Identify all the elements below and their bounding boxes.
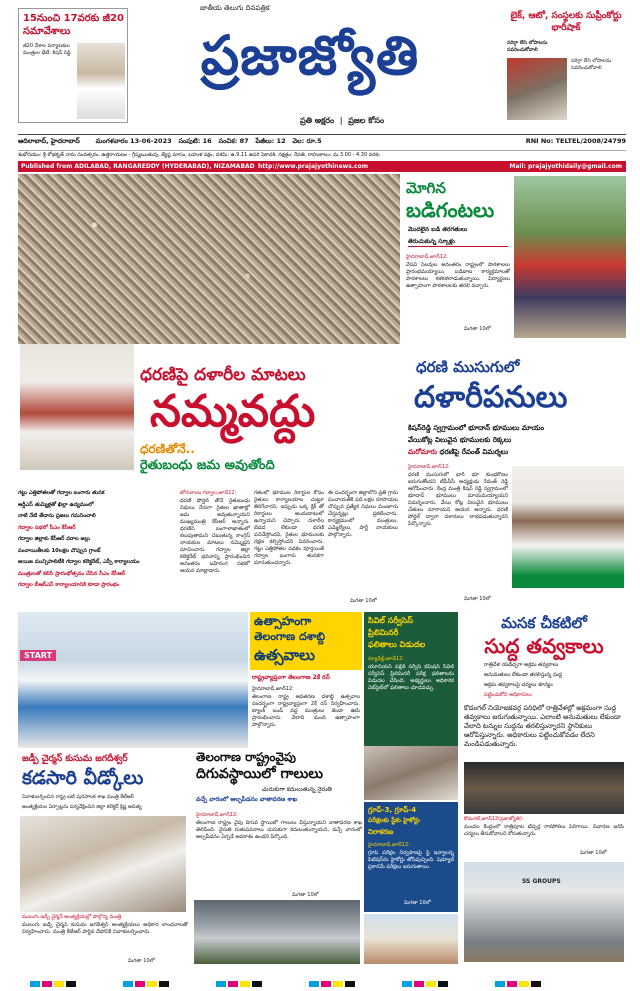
left-promo-body: జీ20 దేశాల పర్యాటకుల మంత్రుల భేటీ: కిషన్ రెడ్డి bbox=[23, 43, 71, 56]
price: వెల: రూ.5 bbox=[292, 137, 322, 145]
lead-byline: మిగతా 10లో bbox=[350, 598, 377, 604]
masaka-bullets bbox=[484, 660, 624, 700]
zp-bullet-1: నివాళులర్పించిన రాష్ట్ర ఐటి పురపాలక శాఖ మంత్రి కేటీఆర్ bbox=[22, 794, 134, 800]
group-title2: పరీక్షలకు స్టేకు హైకోర్టు bbox=[368, 817, 420, 824]
dharani-body: ధరణి ముసుగులో భారీ భూ కుంభకోణం జరుగుతోందని టీపీసీసీ అధ్యక్షుడు రేవంత్ రెడ్డి ఆరోపించారు. కేంద్ర మంత్రి కిషన్ రెడ్డి స్వగ్రామంలో భూదాన్ భూములు మాయమయ్యాయని విమర్శించారు. వేయి కోట్ల విలువైన భూములు చేతులు మారాయని ఆయన అన్నారు. ధరణి పోర్టల్ ద్వారా దళారులు లాభపడుతున్నారని పేర్కొన్నారు. bbox=[408, 472, 508, 527]
group-title1: గ్రూప్-3, గ్రూప్-4 bbox=[368, 806, 417, 814]
zp-body: ములుగు జడ్పీ చైర్మన్ కుసుమ జగదీశ్వర్ అంత్యక్రియలు అధికార లాంఛనాలతో నిర్వహించారు. మంత్రి కేటీఆర్ పార్థివ దేహానికి నివాళులర్పించారు. bbox=[22, 922, 188, 935]
lead-body-col3: ఈ సందర్భంగా జిల్లాలోని ప్రతి గ్రామ పంచాయతీకి పది లక్షల రూపాయల చొప్పున ప్రత్యేక నిధులు మంజూరు చేస్తున్నట్లు ప్రకటించారు. కార్యక్రమంలో మంత్రులు, ఎమ్మెల్యేలు, పార్టీ నాయకులు పాల్గొన్నారు. bbox=[328, 490, 398, 538]
truck-label: SS GROUPS bbox=[522, 878, 561, 885]
slogan-divider: | bbox=[336, 116, 346, 125]
lead-kicker: ధరణిపై దళారీల మాటలు bbox=[140, 365, 306, 385]
lead-bullet: గట్టు ఎత్తిపోతలతో గద్వాల బంగారు తునక bbox=[18, 490, 105, 496]
page-count: పేజీలు: 12 bbox=[255, 137, 286, 145]
exam-title2: ప్రిలిమినరీ bbox=[368, 628, 399, 637]
lead-bullet: గద్వాల జిల్లాకు కేసీఆర్‌ వరాల జల్లు bbox=[18, 536, 91, 542]
lead-bullet: నాటి నేటి తేడాను ప్రజలు గమనించాలి bbox=[18, 513, 96, 519]
group-title3: నిరాకరణ bbox=[368, 828, 394, 836]
zp-bullet-2: అంత్యక్రియల ఏర్పాట్లను పర్యవేక్షించిన జిల్లా కలెక్టర్ క్రిష్ణ ఆదిత్య bbox=[22, 804, 142, 810]
slogan-right: ప్రజల కోసం bbox=[348, 116, 385, 125]
masthead-title[interactable]: ప్రజాజ్యోతి bbox=[200, 23, 420, 87]
lead-bullet: గద్వాల సభలో సీఎం కేసీఆర్ bbox=[18, 524, 76, 531]
published-bar bbox=[18, 161, 626, 172]
group-dateline: హైదరాబాద్,జూన్12: bbox=[368, 842, 410, 848]
left-promo[interactable] bbox=[18, 8, 128, 123]
dharani-title-line2: దళారీపనులు bbox=[414, 380, 568, 415]
exam-title3: ఫలితాలు విడుదల bbox=[368, 640, 426, 649]
school-title-line1: మోగిన bbox=[406, 179, 446, 197]
zp-caption: ములుగు జడ్పీ చైర్మన్ అంత్యక్రియల్లో పాల్గొన్న మంత్రి bbox=[22, 914, 122, 920]
weather-title1: తెలంగాణ రాష్ట్రంవైపు bbox=[196, 750, 296, 764]
lead-bullets bbox=[18, 488, 178, 592]
start-banner: START bbox=[20, 650, 56, 661]
dharani-sub2: వేయికోట్ల విలువైన భూములకు రెక్కలు bbox=[408, 436, 512, 444]
school-story[interactable] bbox=[404, 174, 626, 342]
volume: సంపుటి: 16 bbox=[178, 137, 212, 145]
school-story-title bbox=[406, 178, 506, 222]
school-photo bbox=[514, 176, 626, 338]
masaka-bullet: అనుమతులు లేకుండా తరలిస్తున్న సుద్ద bbox=[484, 672, 563, 678]
dharani-sub3-b: ధరణిపై రేవంత్ విమర్శలు bbox=[439, 448, 509, 456]
tagline-top: జాతీయ తెలుగు దినపత్రిక bbox=[200, 4, 270, 12]
formation-body: తెలంగాణ రాష్ట్ర అవతరణ దశాబ్ది ఉత్సవాల సందర్భంగా రాష్ట్రవ్యాప్తంగా 2కే రన్ నిర్వహించారు. ట్యాంక్ బండ్ వద్ద మంత్రులు జెండా ఊపి ప్రారంభించారు. వేలాది మంది ఉత్సాహంగా పాల్గొన్నారు. bbox=[252, 694, 360, 728]
lead-crowd-photo bbox=[18, 174, 400, 344]
dharani-sub3 bbox=[408, 448, 626, 458]
truck-photo bbox=[464, 862, 624, 962]
highcourt-photo bbox=[364, 914, 458, 964]
lead-bullet: మంత్రులతో కలిసి ప్రారంభోత్సవం చేసిన సీఎం కేసీఆర్ bbox=[18, 570, 126, 577]
weather-sub1: చురుకుగా కదులుతున్న నైరుతి bbox=[262, 786, 332, 793]
masaka-dateline: కొడంగల్,జూన్12(ప్రజాజ్యోతి): bbox=[464, 816, 524, 822]
school-dateline: హైదరాబాద్,జూన్12: bbox=[406, 254, 448, 260]
masaka-title2: సుద్ద తవ్వకాలు bbox=[484, 634, 604, 658]
issue-number: సంచిక: 87 bbox=[218, 137, 249, 145]
print-color-bar bbox=[30, 972, 610, 980]
lead-bullet: గద్వాల బీఆర్‌ఎస్ కార్యాలయానికి కూడా ప్రారంభం bbox=[18, 582, 120, 588]
panchangam: శుభోదయం: శ్రీ శోభకృత్ నామ సంవత్సరం, ఉత్తరాయణం - గ్రీష్మఋతువు, జ్యేష్ఠ మాసం, బహుళ పక్షం, దశమి: ఉ.9.11 ఉపరి ఏకాదశి, నక్షత్రం: రేవతి, రాహుకాలం: మ.3.00 - 4.30 వరకు bbox=[18, 150, 626, 160]
mail-link[interactable]: Mail: prajajyothidaily@gmail.com bbox=[509, 163, 622, 170]
masaka-byline: మిగతా 10లో bbox=[580, 850, 607, 856]
lead-bullet: ఆర్డీఎస్‌ తుమ్మిళ్లతో ఖిల్లా ఉద్యమంలో bbox=[18, 501, 94, 508]
weather-dateline: హైదరాబాద్,జూన్12: bbox=[196, 812, 238, 818]
slogan-left: ప్రతి అక్షరం bbox=[300, 116, 335, 125]
lead-bullet: అయిజ మున్సిపాలిటీకి గద్వాల కలెక్టరేట్, ఎస్పీ కార్యాలయం bbox=[18, 559, 140, 565]
formation-dateline: హైదరాబాద్,జూన్12: bbox=[252, 686, 294, 692]
masaka-bullet: అక్రమ తవ్వకాలపై చర్యలు శూన్యం bbox=[484, 682, 553, 688]
dharani-story[interactable] bbox=[404, 344, 626, 606]
exam-title1: సివిల్ సర్వీసెస్ bbox=[368, 616, 414, 625]
published-from: Published from ADILABAD, RANGAREDDY (HYDERABAD), NIZAMABAD bbox=[21, 163, 255, 170]
masaka-title1: మసక చీకటిలో bbox=[501, 614, 587, 632]
lead-photo-kcr bbox=[20, 344, 134, 470]
school-body: వేసవి సెలవుల అనంతరం రాష్ట్రంలో పాఠశాలలు ప్రారంభమయ్యాయి. బడిబాట కార్యక్రమాలతో పాఠశాలలు కళకళలాడుతున్నాయి. విద్యార్థులు ఉత్సాహంగా పాఠశాలలకు తరలి వచ్చారు. bbox=[406, 262, 510, 289]
formation-title1: ఉత్సాహంగా bbox=[254, 614, 312, 628]
school-title-line2: బడిగంటలు bbox=[406, 198, 495, 222]
group-exam-story[interactable] bbox=[364, 802, 458, 912]
dharani-sub3-a: మరోమారు bbox=[408, 448, 438, 456]
lead-dateline: జోగులాంబ గద్వాల,జూన్12: bbox=[180, 490, 237, 496]
weather-byline: మిగతా 10లో bbox=[292, 892, 319, 898]
school-bullet-2: తెరుచుకున్న స్కూళ్లు bbox=[408, 238, 508, 247]
right-promo-text: సరిగ్గా లేని లోపాలను సవరించుకోవాలి bbox=[571, 58, 612, 71]
issue-date: మంగళవారం 13-06-2023 bbox=[95, 137, 172, 145]
dharani-photo bbox=[512, 466, 624, 588]
formation-photo bbox=[18, 612, 248, 748]
right-promo-body: సరిగ్గా లేని లోపాలను సవరించుకోవాలి bbox=[507, 40, 548, 53]
masaka-photo bbox=[464, 762, 624, 814]
right-promo[interactable] bbox=[505, 8, 627, 123]
slogan bbox=[300, 116, 384, 127]
masaka-bullet: రాత్రివేళ యథేచ్ఛగా అక్రమ తవ్వకాలు bbox=[484, 662, 559, 668]
school-bullet-1: మొదలైన బడి తరగతులు bbox=[408, 226, 468, 233]
masaka-bullet: పట్టించుకోని అధికారులు bbox=[484, 692, 532, 698]
weather-photo bbox=[194, 900, 360, 964]
zp-story[interactable] bbox=[18, 752, 188, 968]
exam-dateline: న్యూఢిల్లీ,జూన్12: bbox=[368, 656, 405, 662]
masaka-body2: మండల కేంద్రంలో రాత్రిపూట టిప్పర్ల రాకపోకలు పెరిగాయి. విచారణ జరిపి చర్యలు తీసుకోవాలని కోరుతున్నారు. bbox=[464, 824, 624, 837]
zp-photo bbox=[20, 816, 186, 912]
lead-subhead-orange: ధరణితోనే.. bbox=[140, 442, 195, 456]
formation-title2: తెలంగాణ దశాబ్ది bbox=[254, 630, 325, 643]
dateline-bar bbox=[18, 134, 626, 148]
right-promo-photo bbox=[507, 58, 567, 120]
formation-sub: రాష్ట్రవ్యాప్తంగా తెలంగాణ 2కే రన్ bbox=[252, 674, 330, 681]
lead-subhead-green: రైతుబంధు జమ అవుతోంది bbox=[140, 458, 275, 473]
dharani-title-line1: ధరణి ముసుగులో bbox=[416, 358, 520, 376]
weather-story[interactable] bbox=[192, 750, 362, 968]
formation-story[interactable] bbox=[250, 612, 362, 748]
group-byline: మిగతా 10లో bbox=[404, 900, 431, 906]
masaka-story[interactable] bbox=[460, 612, 626, 968]
masaka-body: కొడంగల్ నియోజకవర్గ పరిధిలో రాత్రివేళల్లో అక్రమంగా సుద్ద తవ్వకాలు జరుగుతున్నాయి. ఎలాంటి అనుమతులు లేకుండా వేలాది టన్నుల సుద్దను తరలిస్తున్నారని స్థానికులు ఆరోపిస్తున్నారు. అధికారులు పట్టించుకోవడం లేదని మండిపడుతున్నారు. bbox=[464, 704, 621, 748]
weather-body: తెలంగాణ రాష్ట్రం వైపు దిగువ స్థాయిలో గాలులు వీస్తున్నాయని వాతావరణ శాఖ తెలిపింది. నైరుతి రుతుపవనాలు చురుకుగా కదులుతున్నాయని, వచ్చే వారంలో అల్పపీడనం ఏర్పడే అవకాశం ఉందని పేర్కొంది. bbox=[196, 820, 362, 840]
lead-bullet: పంచాయితీలకు 10లక్షల చొప్పున గ్రాంట్ bbox=[18, 547, 101, 554]
zp-byline: మిగతా 10లో bbox=[128, 958, 155, 964]
zp-title1: జడ్పీ చైర్మన్ కుసుమ జగదీశ్వర్ bbox=[22, 754, 128, 764]
right-promo-headline: బైక్, ఆటో, సంస్థలకు సుప్రీంకోర్టు భారీషాక్ bbox=[510, 11, 622, 33]
dharani-byline: మిగతా 10లో bbox=[464, 596, 491, 602]
lead-body-col1: ధరణి పోర్టల్ తోనే రైతుబంధు నిధులు నేరుగా రైతుల ఖాతాల్లో జమ అవుతున్నాయని ముఖ్యమంత్రి కేసీఆర్ అన్నారు. ధరణిని బంగాళాఖాతంలో కలుపుతామని చెబుతున్న కాంగ్రెస్ నాయకుల మాటలు నమ్మొద్దని సూచించారు. గద్వాల జిల్లా కలెక్టరేట్ భవనాన్ని ప్రారంభించిన అనంతరం బహిరంగ సభలో ఆయన మాట్లాడారు. bbox=[180, 498, 250, 574]
lead-body-col2: గతంలో భూముల రికార్డుల కోసం రైతులు కార్యాలయాల చుట్టూ తిరిగేవారని, ఇప్పుడు ఒక్క క్లిక్ తో రికార్డులు అందుబాటులో ఉన్నాయని చెప్పారు. దళారీల బెడద లేకుండా ధరణి పనిచేస్తోందని, రైతుల భూములకు రక్షణ కల్పిస్తోందని వివరించారు. గట్టు ఎత్తిపోతల పథకం పూర్తయితే గద్వాల బంగారు తునకగా మారుతుందన్నారు. bbox=[254, 490, 324, 566]
left-promo-headline: 15నుంచి 17వరకు జీ20 సమావేశాలు bbox=[23, 13, 124, 37]
masthead bbox=[0, 0, 640, 132]
dharani-dateline: హైదరాబాద్,జూన్12: bbox=[408, 464, 450, 470]
exam-photo bbox=[364, 746, 458, 800]
school-byline: మిగతా 10లో bbox=[464, 326, 491, 332]
weather-title2: దిగువస్థాయిలో గాలులు bbox=[196, 766, 323, 782]
zp-title2: కడసారి వీడ్కోలు bbox=[22, 767, 144, 789]
exam-body: యూనియన్ పబ్లిక్ సర్వీస్ కమిషన్ సివిల్ సర్వీసెస్ ప్రిలిమినరీ పరీక్ష ఫలితాలను విడుదల చేసింది. అభ్యర్థులు అధికారిక వెబ్‌సైట్‌లో ఫలితాలు చూడవచ్చు. bbox=[368, 664, 454, 691]
lead-headline[interactable]: నమ్మవద్దు bbox=[150, 386, 316, 437]
left-promo-photo bbox=[77, 43, 125, 119]
formation-title3: ఉత్సవాలు bbox=[254, 646, 315, 664]
group-body: గ్రూప్ పరీక్షల నిర్వహణపై స్టే ఇవ్వాలన్న పిటిషన్‌ను హైకోర్టు తోసిపుచ్చింది. షెడ్యూల్ ప్రకారమే పరీక్షలు జరుగుతాయి. bbox=[368, 850, 454, 870]
exam-story[interactable] bbox=[364, 612, 458, 768]
weather-sub2: వచ్చే వారంలో అల్పపీడనం వాతావరణ శాఖ bbox=[196, 796, 298, 803]
rni-number: RNI No: TELTEL/2008/24799 bbox=[525, 137, 626, 145]
edition: ఆదిలాబాద్, హైదరాబాద్ bbox=[18, 137, 80, 145]
website-link[interactable]: http://www.prajajyothinews.com bbox=[258, 163, 368, 170]
dharani-sub1: కిషన్‌రెడ్డి స్వగ్రామంలో భూదాన్ భూములు మాయం bbox=[408, 424, 545, 432]
